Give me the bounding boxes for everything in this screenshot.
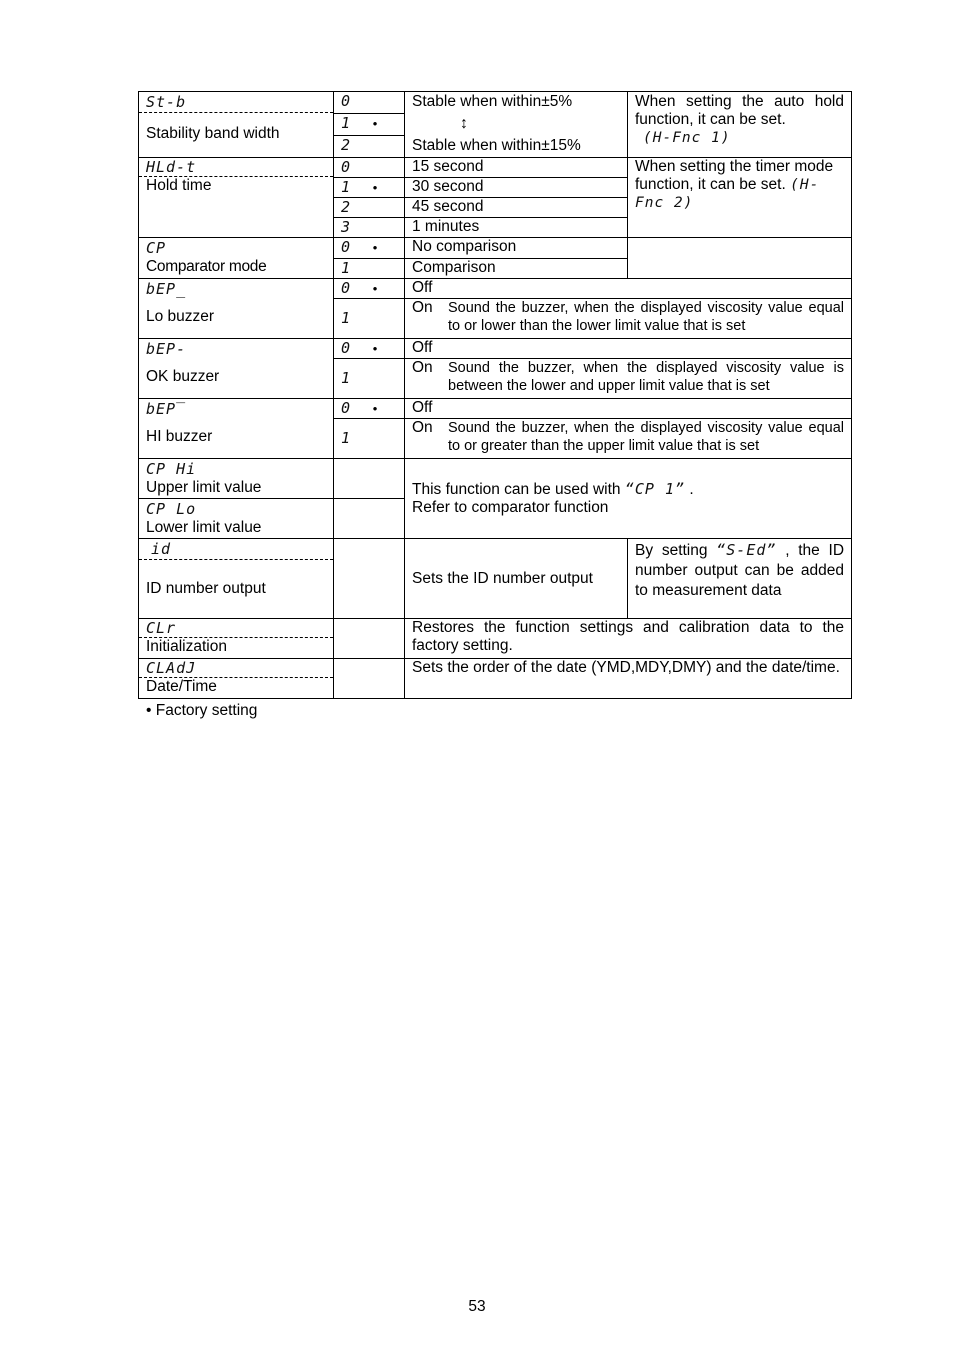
function-name: Stability band width — [146, 125, 280, 142]
table-row — [139, 279, 852, 299]
function-name: Initialization — [146, 638, 227, 655]
item-cell — [139, 92, 334, 158]
value-cell — [334, 659, 405, 699]
description-cell: Off — [405, 339, 852, 359]
function-name: OK buzzer — [146, 368, 220, 385]
item-cell — [139, 619, 334, 659]
note-cell — [628, 158, 852, 238]
value-cell: 0 • — [334, 238, 405, 259]
function-settings-table — [138, 91, 852, 699]
function-name: Comparator mode — [146, 258, 267, 275]
item-cell — [139, 399, 334, 459]
on-label: On — [412, 359, 433, 376]
value-cell: 0 • — [334, 339, 405, 359]
value-cell: 1 — [334, 419, 405, 459]
item-cell — [139, 158, 334, 238]
on-description: Sound the buzzer, when the displayed viscosity value equal to or greater than the upper limit value that is set — [448, 420, 844, 454]
note-text: When setting the auto hold function, it can be set. — [635, 93, 844, 128]
description-cell — [405, 299, 852, 339]
function-name: Hold time — [146, 177, 212, 194]
note-cell — [628, 92, 852, 158]
note-cell — [628, 238, 852, 279]
table-row — [139, 238, 852, 259]
factory-default-dot: • — [372, 180, 378, 195]
factory-default-dot: • — [372, 341, 378, 356]
value-cell — [334, 539, 405, 619]
table-row — [139, 339, 852, 359]
function-name: Date/Time — [146, 678, 217, 695]
function-code: CP Hi — [146, 460, 197, 478]
note-code: (H-Fnc 1) — [643, 130, 731, 146]
on-label: On — [412, 419, 433, 436]
limit-code-ref: “CP 1” — [624, 480, 686, 498]
description-cell: Comparison — [405, 259, 628, 279]
item-cell — [139, 659, 334, 699]
table-row — [139, 92, 852, 114]
item-cell — [139, 279, 334, 339]
description-cell — [405, 359, 852, 399]
value-cell: 0 • — [334, 399, 405, 419]
description-cell: Off — [405, 399, 852, 419]
limit-description: This function can be used with — [412, 481, 621, 498]
value-cell: 0 — [334, 92, 405, 114]
description-cell — [405, 419, 852, 459]
function-name: Upper limit value — [146, 479, 262, 496]
note-code: (H-Fnc 2) — [635, 177, 820, 211]
factory-default-dot: • — [372, 116, 378, 131]
function-code: bEP_ — [146, 280, 187, 298]
on-description: Sound the buzzer, when the displayed viscosity value equal to or lower than the lower limit value that is set — [448, 300, 844, 334]
value-cell: 1 — [334, 259, 405, 279]
value-cell — [334, 619, 405, 659]
value-cell — [334, 459, 405, 499]
function-code: CP — [146, 239, 167, 257]
value-cell — [334, 499, 405, 539]
table-row — [139, 158, 852, 178]
description-cell: No comparison — [405, 238, 628, 259]
function-code: id — [139, 539, 333, 560]
description-cell: 30 second — [405, 178, 628, 198]
function-code: bEP- — [146, 340, 187, 358]
note-code: “S-Ed” — [716, 541, 777, 559]
note-text: By setting — [635, 542, 708, 559]
table-row — [139, 659, 852, 699]
function-code: bEP‾ — [146, 400, 187, 418]
function-table-section — [138, 91, 851, 720]
item-cell — [139, 499, 334, 539]
function-code: CLr — [139, 619, 333, 638]
function-name: ID number output — [146, 580, 266, 597]
description-cell: 15 second — [405, 158, 628, 178]
description-cell: Sets the order of the date (YMD,MDY,DMY) and the date/time. — [405, 659, 852, 699]
function-code: St-b — [139, 92, 333, 113]
limit-description-line2: Refer to comparator function — [412, 499, 609, 516]
table-row — [139, 399, 852, 419]
value-cell: 1 — [334, 359, 405, 399]
note-text: When setting the timer mode function, it can be set. — [635, 158, 834, 193]
description-cell — [405, 92, 628, 158]
function-code: CP Lo — [146, 500, 197, 518]
item-cell — [139, 238, 334, 279]
table-row — [139, 459, 852, 499]
on-label: On — [412, 299, 433, 316]
value-cell: 1 • — [334, 114, 405, 136]
description-cell: Off — [405, 279, 852, 299]
value-cell: 0 — [334, 158, 405, 178]
item-cell — [139, 459, 334, 499]
note-text: , the ID number output can be added to measurement data — [635, 542, 845, 599]
function-code: HLd-t — [139, 158, 333, 177]
factory-default-dot: • — [372, 240, 378, 255]
description-cell: This function can be used with “CP 1” . Refer to comparator function — [405, 459, 852, 539]
table-row — [139, 539, 852, 619]
value-cell: 0 • — [334, 279, 405, 299]
description: Stable when within±5% — [412, 93, 573, 110]
function-name: Lower limit value — [146, 519, 262, 536]
on-description: Sound the buzzer, when the displayed viscosity value is between the lower and upper limit value that is set — [448, 360, 844, 394]
function-code: CLAdJ — [139, 659, 333, 678]
value-cell: 2 — [334, 136, 405, 158]
description-cell: 1 minutes — [405, 218, 628, 238]
description: Stable when within±15% — [412, 137, 581, 154]
factory-setting-footnote: • Factory setting — [146, 702, 258, 719]
table-row — [139, 619, 852, 659]
description-cell: Restores the function settings and calibration data to the factory setting. — [405, 619, 852, 659]
value-cell: 1 — [334, 299, 405, 339]
up-down-arrow-icon: ↕ — [460, 115, 468, 132]
function-name: Lo buzzer — [146, 308, 215, 325]
factory-default-dot: • — [372, 401, 378, 416]
item-cell — [139, 339, 334, 399]
value-cell: 1 • — [334, 178, 405, 198]
description-cell: Sets the ID number output — [405, 539, 628, 619]
factory-default-dot: • — [372, 281, 378, 296]
function-name: HI buzzer — [146, 428, 213, 445]
note-cell — [628, 539, 852, 619]
value-cell: 2 — [334, 198, 405, 218]
description-cell: 45 second — [405, 198, 628, 218]
value-cell: 3 — [334, 218, 405, 238]
page-number: 53 — [468, 1298, 486, 1315]
item-cell — [139, 539, 334, 619]
